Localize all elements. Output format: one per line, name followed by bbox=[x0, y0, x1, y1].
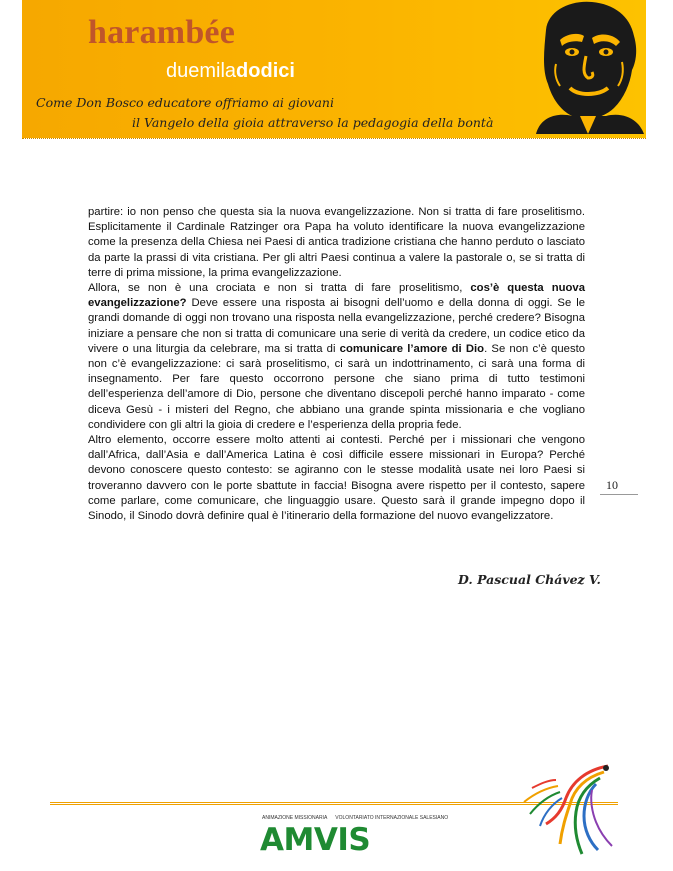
brand-subtitle-bold: dodici bbox=[236, 60, 295, 82]
paragraph-2-emphasis-love: comunicare l’amore di Dio bbox=[339, 342, 485, 355]
amvis-logo: AMVIS bbox=[260, 822, 371, 858]
paragraph-2-text-c: Deve essere una risposta ai bisogni dell’uomo e della donna di oggi. Se le grandi domande di oggi non trovano una risposta nella evangelizzazione, perché credere? Bisogna iniziare a pensare che non si tratta di comunicare una serie di verità da credere, un codice etico da vivere o una liturgia da celebrare, ma si tratta di bbox=[88, 297, 585, 355]
paragraph-3: Altro elemento, occorre essere molto attenti ai contesti. Perché per i missionari che vengono dall’Africa, dall’Asia e dall’America Latina è così difficile essere missionari in Europa? Perché devono conoscere questo contesto: se agiranno con le stesse modalità usate nei loro Paesi si troveranno davvero con le porte sbattute in faccia! Bisogna avere rispetto per il contesto, sapere come parlare, come comunicare, che linguaggio usare. Questo sarà il grande impegno dopo il Sinodo, il Sinodo dovrà definire qual è l’itinerario della formazione del nuovo evangelizzatore. bbox=[88, 434, 585, 523]
don-bosco-portrait-image bbox=[526, 0, 648, 134]
page-number: 10 bbox=[606, 478, 618, 492]
paragraph-2 bbox=[88, 281, 585, 433]
colorful-bird-graphic-icon bbox=[516, 758, 616, 860]
page-number-rule bbox=[600, 494, 638, 495]
author-signature: D. Pascual Chávez V. bbox=[458, 572, 601, 587]
article-body bbox=[88, 205, 585, 524]
paragraph-1: partire: io non penso che questa sia la nuova evangelizzazione. Non si tratta di fare proselitismo. Esplicitamente il Cardinale Ratzinger ora Papa ha voluto identificare la nuova evangelizzazione come la presenza della Chiesa nei Paesi di antica tradizione cristiana che hanno perduto o lasciato da parte la prassi di vita cristiana. Per gli altri Paesi continua a valere la pastorale o, se si tratta di terre di prima missione, la prima evangelizzazione. bbox=[88, 206, 585, 279]
motto-line-1: Come Don Bosco educatore offriamo ai giovani bbox=[36, 95, 334, 110]
footer-logo-tagline-right: VOLONTARIATO INTERNAZIONALE SALESIANO bbox=[335, 815, 449, 821]
paragraph-2-emphasis-question: cos’è questa nuova evangelizzazione? bbox=[88, 282, 585, 310]
paragraph-2-text-a: Allora, se non è una crociata e non si tratta di fare proselitismo, bbox=[88, 282, 471, 295]
header-divider bbox=[22, 138, 646, 139]
brand-subtitle-light: duemila bbox=[166, 60, 237, 82]
footer-logo-tagline-left: ANIMAZIONE MISSIONARIA bbox=[262, 815, 328, 821]
brand-subtitle bbox=[166, 60, 295, 83]
brand-title: harambée bbox=[88, 14, 236, 51]
paragraph-2-text-e: . Se non c’è questo non c’è evangelizzazione: ci sarà proselitismo, ci sarà un indottrinamento, ci sarà una forma di insegnamento. Per fare questo occorrono persone che siano prima di tutto testimoni dell’esperienza dell’amore di Dio, persone che diventano discepoli perché hanno imparato - come diceva Gesù - i misteri del Regno, che abbiano una grande spinta missionaria e che vogliano condividere con gli altri la gioia di credere e l’esperienza della propria fede. bbox=[88, 342, 586, 431]
footer-logo-tagline bbox=[262, 815, 449, 821]
motto-line-2: il Vangelo della gioia attraverso la pedagogia della bontà bbox=[132, 115, 494, 130]
